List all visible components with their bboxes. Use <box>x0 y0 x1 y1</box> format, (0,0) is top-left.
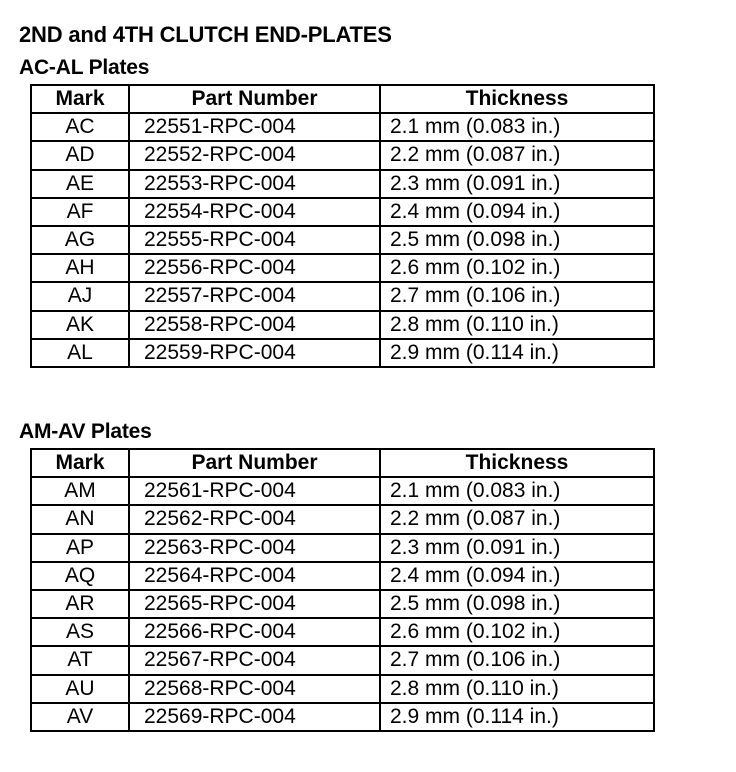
mark-cell: AH <box>31 254 129 282</box>
part-number-cell: 22564-RPC-004 <box>129 562 380 590</box>
mark-cell: AG <box>31 226 129 254</box>
part-number-cell: 22569-RPC-004 <box>129 703 380 731</box>
part-number-cell: 22551-RPC-004 <box>129 113 380 141</box>
table-row <box>31 534 654 562</box>
part-number-cell: 22556-RPC-004 <box>129 254 380 282</box>
thickness-cell: 2.3 mm (0.091 in.) <box>380 170 654 198</box>
part-number-cell: 22565-RPC-004 <box>129 590 380 618</box>
mark-cell: AV <box>31 703 129 731</box>
part-number-cell: 22567-RPC-004 <box>129 646 380 674</box>
section-title-am-av: AM-AV Plates <box>19 420 152 443</box>
mark-cell: AT <box>31 646 129 674</box>
table-row <box>31 675 654 703</box>
thickness-cell: 2.9 mm (0.114 in.) <box>380 703 654 731</box>
part-number-cell: 22566-RPC-004 <box>129 618 380 646</box>
table-row <box>31 505 654 533</box>
thickness-cell: 2.7 mm (0.106 in.) <box>380 646 654 674</box>
thickness-cell: 2.5 mm (0.098 in.) <box>380 226 654 254</box>
column-header-thickness: Thickness <box>380 85 654 113</box>
mark-cell: AP <box>31 534 129 562</box>
mark-cell: AS <box>31 618 129 646</box>
part-number-cell: 22558-RPC-004 <box>129 311 380 339</box>
thickness-cell: 2.2 mm (0.087 in.) <box>380 505 654 533</box>
part-number-cell: 22562-RPC-004 <box>129 505 380 533</box>
part-number-cell: 22555-RPC-004 <box>129 226 380 254</box>
table-row <box>31 703 654 731</box>
mark-cell: AK <box>31 311 129 339</box>
mark-cell: AC <box>31 113 129 141</box>
thickness-cell: 2.1 mm (0.083 in.) <box>380 113 654 141</box>
column-header-part-number: Part Number <box>129 449 380 477</box>
table-row <box>31 254 654 282</box>
column-header-part-number: Part Number <box>129 85 380 113</box>
column-header-mark: Mark <box>31 449 129 477</box>
section-title-ac-al: AC-AL Plates <box>19 56 150 79</box>
thickness-cell: 2.6 mm (0.102 in.) <box>380 254 654 282</box>
mark-cell: AJ <box>31 282 129 310</box>
table-row <box>31 339 654 367</box>
table-row <box>31 226 654 254</box>
thickness-cell: 2.5 mm (0.098 in.) <box>380 590 654 618</box>
mark-cell: AM <box>31 477 129 505</box>
part-number-cell: 22561-RPC-004 <box>129 477 380 505</box>
table-row <box>31 113 654 141</box>
mark-cell: AU <box>31 675 129 703</box>
part-number-cell: 22552-RPC-004 <box>129 141 380 169</box>
table-row <box>31 618 654 646</box>
thickness-cell: 2.8 mm (0.110 in.) <box>380 311 654 339</box>
part-number-cell: 22553-RPC-004 <box>129 170 380 198</box>
mark-cell: AD <box>31 141 129 169</box>
column-header-mark: Mark <box>31 85 129 113</box>
mark-cell: AL <box>31 339 129 367</box>
table-row <box>31 141 654 169</box>
thickness-cell: 2.8 mm (0.110 in.) <box>380 675 654 703</box>
table-row <box>31 562 654 590</box>
part-number-cell: 22554-RPC-004 <box>129 198 380 226</box>
thickness-cell: 2.4 mm (0.094 in.) <box>380 198 654 226</box>
part-number-cell: 22557-RPC-004 <box>129 282 380 310</box>
column-header-thickness: Thickness <box>380 449 654 477</box>
part-number-cell: 22559-RPC-004 <box>129 339 380 367</box>
table-row <box>31 198 654 226</box>
plates-table-ac-al <box>30 84 655 368</box>
mark-cell: AQ <box>31 562 129 590</box>
thickness-cell: 2.3 mm (0.091 in.) <box>380 534 654 562</box>
table-row <box>31 282 654 310</box>
thickness-cell: 2.2 mm (0.087 in.) <box>380 141 654 169</box>
table-row <box>31 477 654 505</box>
mark-cell: AR <box>31 590 129 618</box>
table-header-row <box>31 449 654 477</box>
plates-table-am-av <box>30 448 655 732</box>
table-header-row <box>31 85 654 113</box>
table-row <box>31 170 654 198</box>
table-row <box>31 311 654 339</box>
table-row <box>31 590 654 618</box>
part-number-cell: 22568-RPC-004 <box>129 675 380 703</box>
thickness-cell: 2.1 mm (0.083 in.) <box>380 477 654 505</box>
thickness-cell: 2.7 mm (0.106 in.) <box>380 282 654 310</box>
thickness-cell: 2.6 mm (0.102 in.) <box>380 618 654 646</box>
mark-cell: AE <box>31 170 129 198</box>
part-number-cell: 22563-RPC-004 <box>129 534 380 562</box>
table-row <box>31 646 654 674</box>
mark-cell: AN <box>31 505 129 533</box>
document-title: 2ND and 4TH CLUTCH END-PLATES <box>19 22 392 47</box>
mark-cell: AF <box>31 198 129 226</box>
thickness-cell: 2.9 mm (0.114 in.) <box>380 339 654 367</box>
thickness-cell: 2.4 mm (0.094 in.) <box>380 562 654 590</box>
